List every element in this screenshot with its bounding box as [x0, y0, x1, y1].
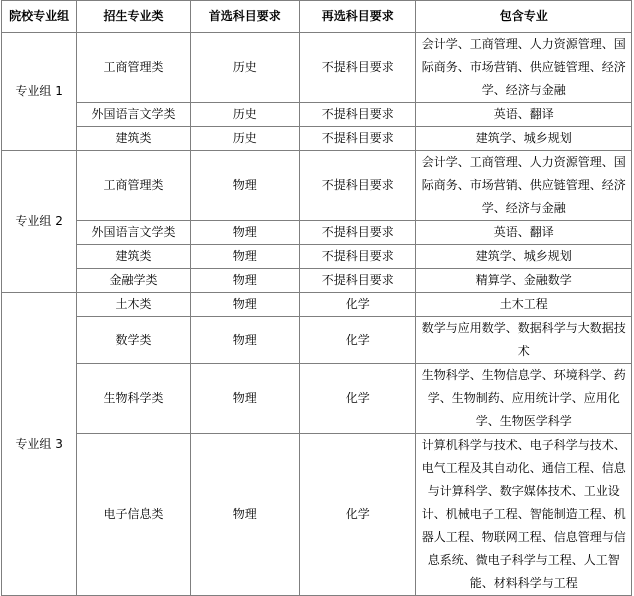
category-cell: 土木类	[77, 293, 190, 317]
group-name: 专业组 2	[2, 151, 77, 293]
first-subject-cell: 物理	[190, 151, 299, 221]
first-subject-cell: 历史	[190, 127, 299, 151]
header-second-subject: 再选科目要求	[299, 1, 416, 33]
majors-cell: 建筑学、城乡规划	[416, 127, 632, 151]
majors-cell: 精算学、金融数学	[416, 269, 632, 293]
header-category: 招生专业类	[77, 1, 190, 33]
category-cell: 金融学类	[77, 269, 190, 293]
majors-cell: 土木工程	[416, 293, 632, 317]
category-cell: 电子信息类	[77, 434, 190, 596]
first-subject-cell: 物理	[190, 434, 299, 596]
second-subject-cell: 化学	[299, 434, 416, 596]
category-cell: 工商管理类	[77, 151, 190, 221]
header-row	[2, 1, 632, 33]
majors-cell: 数学与应用数学、数据科学与大数据技术	[416, 317, 632, 364]
category-cell: 建筑类	[77, 127, 190, 151]
category-cell: 工商管理类	[77, 33, 190, 103]
second-subject-cell: 化学	[299, 317, 416, 364]
category-cell: 外国语言文学类	[77, 221, 190, 245]
majors-cell: 会计学、工商管理、人力资源管理、国际商务、市场营销、供应链管理、经济学、经济与金融	[416, 33, 632, 103]
second-subject-cell: 不提科目要求	[299, 269, 416, 293]
first-subject-cell: 物理	[190, 245, 299, 269]
first-subject-cell: 物理	[190, 269, 299, 293]
majors-cell: 计算机科学与技术、电子科学与技术、电气工程及其自动化、通信工程、信息与计算科学、数字媒体技术、工业设计、机械电子工程、智能制造工程、机器人工程、物联网工程、信息管理与信息系统、微电子科学与工程、人工智能、材料科学与工程	[416, 434, 632, 596]
table-row	[2, 33, 632, 103]
header-group: 院校专业组	[2, 1, 77, 33]
second-subject-cell: 不提科目要求	[299, 221, 416, 245]
second-subject-cell: 不提科目要求	[299, 127, 416, 151]
enrollment-plan-table	[1, 0, 632, 596]
second-subject-cell: 化学	[299, 364, 416, 434]
group-name: 专业组 1	[2, 33, 77, 151]
first-subject-cell: 物理	[190, 221, 299, 245]
header-majors: 包含专业	[416, 1, 632, 33]
table-row	[2, 317, 632, 364]
table-row	[2, 293, 632, 317]
second-subject-cell: 不提科目要求	[299, 103, 416, 127]
table-row	[2, 269, 632, 293]
second-subject-cell: 化学	[299, 293, 416, 317]
header-first-subject: 首选科目要求	[190, 1, 299, 33]
table-row	[2, 434, 632, 596]
second-subject-cell: 不提科目要求	[299, 151, 416, 221]
table-row	[2, 245, 632, 269]
category-cell: 生物科学类	[77, 364, 190, 434]
majors-cell: 会计学、工商管理、人力资源管理、国际商务、市场营销、供应链管理、经济学、经济与金融	[416, 151, 632, 221]
table-row	[2, 151, 632, 221]
first-subject-cell: 历史	[190, 103, 299, 127]
second-subject-cell: 不提科目要求	[299, 33, 416, 103]
category-cell: 外国语言文学类	[77, 103, 190, 127]
majors-cell: 生物科学、生物信息学、环境科学、药学、生物制药、应用统计学、应用化学、生物医学科学	[416, 364, 632, 434]
table-row	[2, 127, 632, 151]
majors-cell: 英语、翻译	[416, 221, 632, 245]
second-subject-cell: 不提科目要求	[299, 245, 416, 269]
first-subject-cell: 物理	[190, 317, 299, 364]
majors-cell: 建筑学、城乡规划	[416, 245, 632, 269]
category-cell: 数学类	[77, 317, 190, 364]
first-subject-cell: 历史	[190, 33, 299, 103]
majors-cell: 英语、翻译	[416, 103, 632, 127]
category-cell: 建筑类	[77, 245, 190, 269]
table-row	[2, 103, 632, 127]
first-subject-cell: 物理	[190, 293, 299, 317]
table-row	[2, 364, 632, 434]
group-name: 专业组 3	[2, 293, 77, 596]
first-subject-cell: 物理	[190, 364, 299, 434]
table-row	[2, 221, 632, 245]
